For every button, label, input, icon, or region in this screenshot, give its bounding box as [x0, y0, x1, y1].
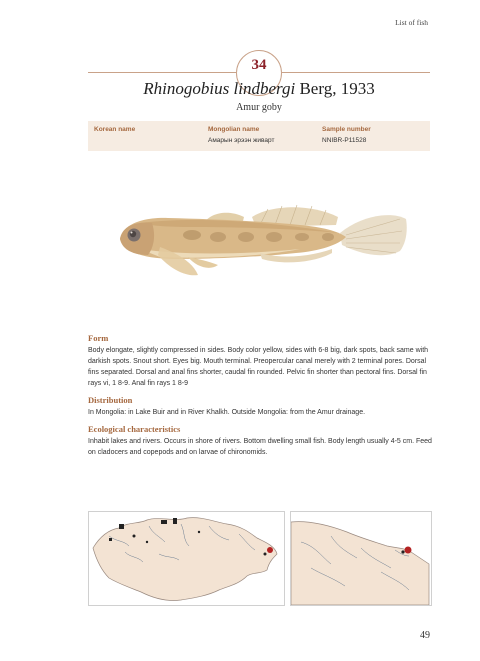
mongolian-name-value: Амарын эрээн живарт: [208, 137, 275, 144]
title-rule-right: [282, 72, 430, 73]
species-number: 34: [251, 57, 267, 73]
sample-number-value: NNIBR-P11528: [322, 137, 367, 144]
common-name: Amur goby: [236, 102, 282, 113]
ecology-body: Inhabit lakes and rivers. Occurs in shore of rivers. Bottom dwelling small fish. Body length usually 4-5 cm. Feed on cladocers and copepods and on larvae of chironomids.: [88, 438, 432, 456]
korean-name-label: Korean name: [94, 126, 136, 133]
title-rule-left: [88, 72, 236, 73]
scientific-name: Rhinogobius lindbergi: [143, 79, 296, 98]
distribution-heading: Distribution: [88, 395, 133, 405]
species-author: Berg, 1933: [299, 79, 375, 98]
form-heading: Form: [88, 333, 109, 343]
distribution-body: In Mongolia: in Lake Buir and in River Khalkh. Outside Mongolia: from the Amur drainage.: [88, 409, 366, 416]
distribution-map-overview: [88, 511, 285, 606]
form-body: Body elongate, slightly compressed in sides. Body color yellow, sides with 6-8 big, dark spots, back same with darkish spots. Snout short. Eyes big. Mouth terminal. Preopercular canal merely with 2 terminal pores. Dorsal fins separated. Dorsal and anal fins shorter, caudal fin rounded. Pelvic fin shorter than pectoral fins. Dorsal fin rays vi, 1 8-9. Anal fin rays 1 8-9: [88, 347, 429, 387]
species-title: [88, 79, 430, 99]
mongolian-name-label: Mongolian name: [208, 126, 260, 133]
names-table: [88, 121, 430, 151]
sample-number-label: Sample number: [322, 126, 371, 133]
section-title: List of fish: [395, 18, 428, 27]
ecology-heading: Ecological characteristics: [88, 424, 181, 434]
distribution-map-detail: [290, 511, 432, 606]
text-sections: [88, 333, 436, 464]
page-number: 49: [420, 630, 430, 641]
fish-photo: [100, 195, 410, 290]
